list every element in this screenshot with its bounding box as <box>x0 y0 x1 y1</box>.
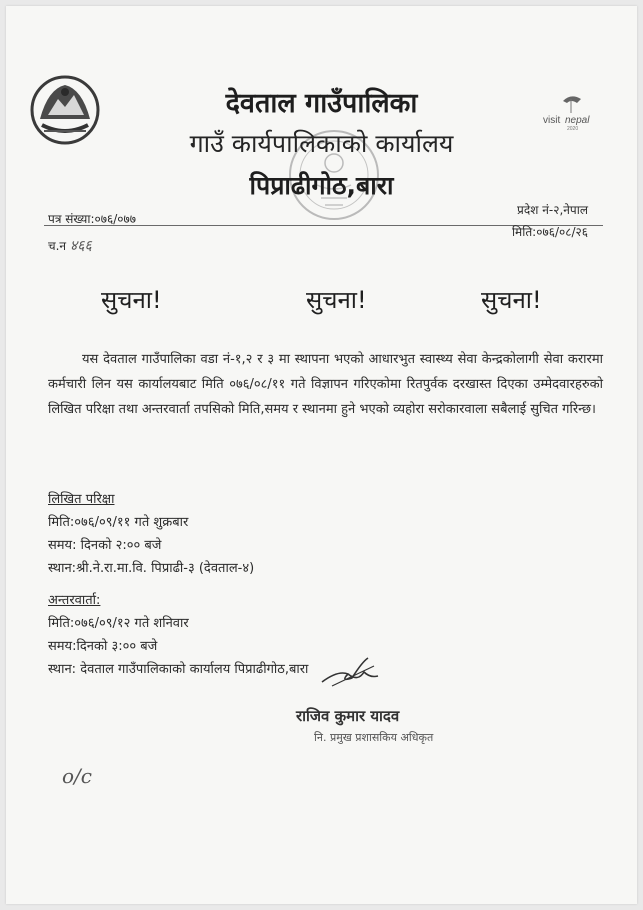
interview-heading: अन्तरवार्ता: <box>48 593 101 608</box>
interview-time: समय:दिनको ३:०० बजे <box>48 639 158 654</box>
written-exam-date: मिति:०७६/०९/११ गते शुक्रबार <box>48 515 189 530</box>
interview-date: मिति:०७६/०९/१२ गते शनिवार <box>48 616 189 631</box>
dispatch-number-label: च.न <box>48 239 67 253</box>
written-exam-time: समय: दिनको २:०० बजे <box>48 538 162 553</box>
svg-text:2020: 2020 <box>567 126 579 131</box>
signatory-name: राजिव कुमार यादव <box>296 707 400 725</box>
signatory-title: नि. प्रमुख प्रशासकिय अधिकृत <box>314 731 434 744</box>
notice-body <box>48 347 603 422</box>
municipality-title: देवताल गाउँपालिका <box>225 88 418 119</box>
handwritten-mark: o/c <box>62 764 92 788</box>
svg-text:nepal: nepal <box>565 115 590 126</box>
notice-body-text: यस देवताल गाउँपालिका वडा नं-१,२ र ३ मा स्थापना भएको आधारभुत स्वास्थ्य सेवा केन्द्रकोलागी सेवा करारमा कर्मचारी लिन यस कार्यालयबाट मिति ०७६/०८/११ गते विज्ञापन गरिएकोमा रितपुर्वक दरखास्त दिएका उम्मेदवारहरुको लिखित परिक्षा तथा अन्तरवार्ता तपसिको मिति,समय र स्थानमा हुने भएको व्यहोरा सरोकारवाला सबैलाई सुचित गरिन्छ। <box>48 352 603 417</box>
letter-number: पत्र संख्या:०७६/०७७ <box>48 212 136 226</box>
written-exam-place: स्थान:श्री.ने.रा.मा.वि. पिप्राढी-३ (देवताल-४) <box>48 561 255 576</box>
notice-heading: सुचना! <box>481 286 542 314</box>
notice-heading: सुचना! <box>101 286 162 314</box>
written-exam-heading: लिखित परिक्षा <box>48 492 115 507</box>
svg-text:visit: visit <box>543 115 561 126</box>
province: प्रदेश नं-२,नेपाल <box>517 203 588 217</box>
office-title: गाउँ कार्यपालिकाको कार्यालय <box>189 129 454 158</box>
notice-heading: सुचना! <box>306 286 367 314</box>
letter-date: मिति:०७६/०८/२६ <box>511 225 588 239</box>
signature-icon <box>318 652 384 692</box>
dispatch-number <box>48 236 92 255</box>
interview-place: स्थान: देवताल गाउँपालिकाको कार्यालय पिप्राढीगोठ,बारा <box>48 662 309 677</box>
office-address: पिप्राढीगोठ,बारा <box>249 171 394 200</box>
dispatch-number-value: ४६६ <box>69 238 92 254</box>
